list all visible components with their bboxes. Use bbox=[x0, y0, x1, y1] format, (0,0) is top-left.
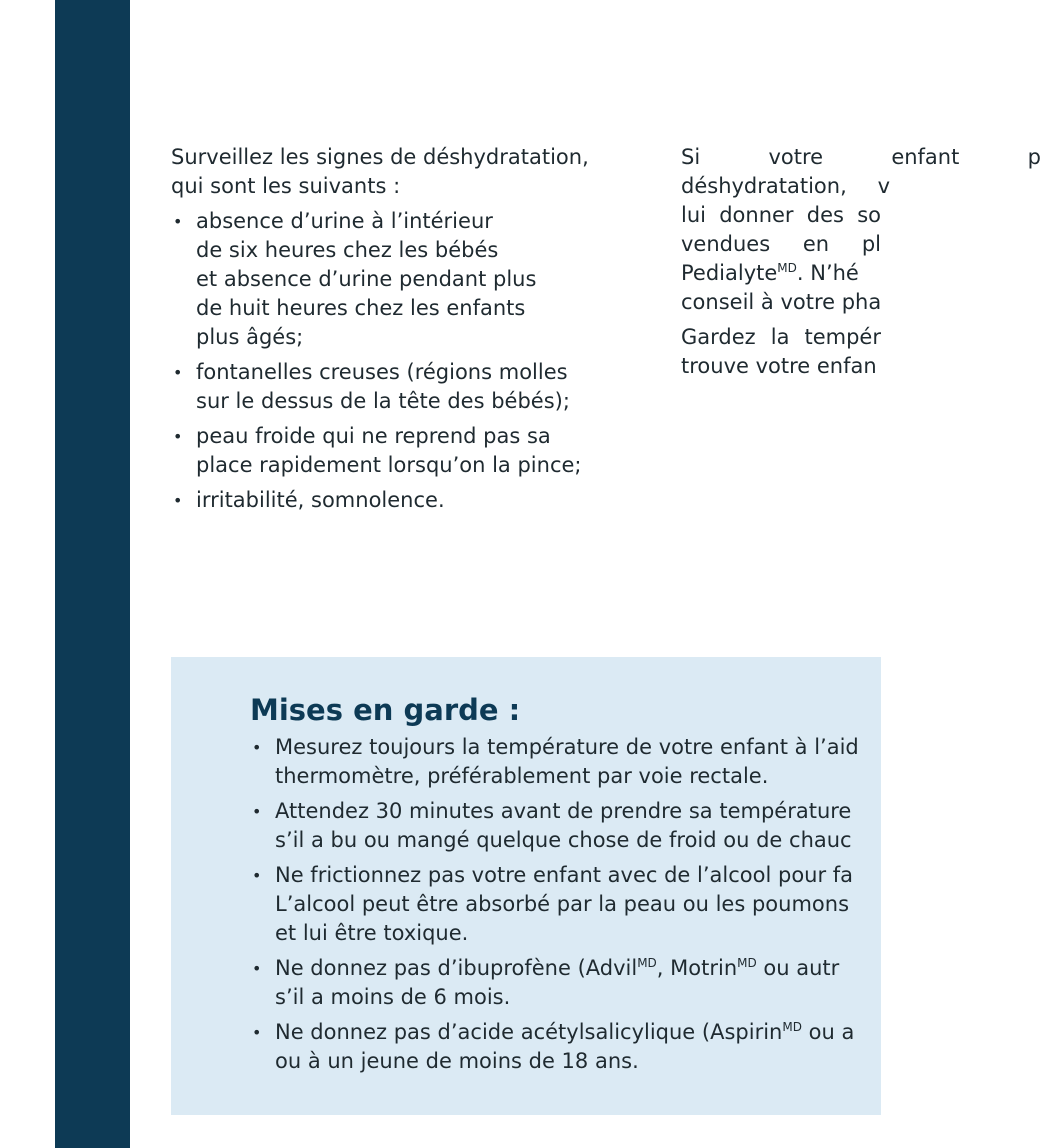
care-text: . N’hé bbox=[796, 261, 859, 285]
list-item-line: absence d’urine à l’intérieur bbox=[196, 209, 493, 233]
care-word: votre bbox=[768, 145, 824, 169]
dehydration-signs-column bbox=[171, 143, 641, 521]
warning-text: ou a bbox=[801, 1020, 855, 1044]
dehydration-care-column bbox=[681, 143, 1041, 387]
list-item-line: plus âgés; bbox=[196, 325, 304, 349]
warning-line: thermomètre, préférablement par voie rectale. bbox=[275, 764, 769, 788]
bullet-icon: • bbox=[252, 802, 262, 821]
dehydration-signs-list bbox=[171, 207, 641, 515]
care-word: p bbox=[1027, 145, 1041, 169]
trademark-mark: MD bbox=[737, 956, 757, 970]
bullet-icon: • bbox=[252, 959, 262, 978]
dehydration-intro bbox=[171, 143, 641, 201]
care-line bbox=[681, 172, 890, 201]
list-item-line: peau froide qui ne reprend pas sa bbox=[196, 424, 551, 448]
intro-line: Surveillez les signes de déshydratation, bbox=[171, 145, 589, 169]
care-text: Pedialyte bbox=[681, 261, 778, 285]
care-word: donner bbox=[719, 203, 794, 227]
care-line bbox=[681, 323, 881, 352]
bullet-icon: • bbox=[173, 427, 183, 446]
warning-line: Ne frictionnez pas votre enfant avec de l’alcool pour fa bbox=[275, 863, 854, 887]
care-word: lui bbox=[681, 203, 706, 227]
list-item bbox=[250, 1018, 890, 1076]
bullet-icon: • bbox=[173, 212, 183, 231]
bullet-icon: • bbox=[252, 866, 262, 885]
care-word: en bbox=[802, 232, 830, 256]
list-item-line: de six heures chez les bébés bbox=[196, 238, 499, 262]
care-word: enfant bbox=[891, 145, 960, 169]
care-word: déshydratation, bbox=[681, 174, 847, 198]
care-word: Gardez bbox=[681, 325, 756, 349]
bullet-icon: • bbox=[252, 738, 262, 757]
warning-line: Mesurez toujours la température de votre enfant à l’aid bbox=[275, 735, 859, 759]
warning-text: Ne donnez pas d’acide acétylsalicylique (Aspirin bbox=[275, 1020, 783, 1044]
care-word: la bbox=[770, 325, 790, 349]
care-word: des bbox=[806, 203, 844, 227]
care-line bbox=[681, 230, 881, 259]
list-item bbox=[250, 733, 890, 791]
warnings-title: Mises en garde : bbox=[250, 693, 521, 727]
care-word: Si bbox=[681, 145, 701, 169]
care-word: tempér bbox=[804, 325, 881, 349]
list-item bbox=[171, 207, 641, 352]
warning-line: Attendez 30 minutes avant de prendre sa température bbox=[275, 799, 852, 823]
care-paragraph bbox=[681, 143, 1041, 317]
care-line bbox=[681, 259, 1041, 288]
list-item bbox=[171, 422, 641, 480]
bullet-icon: • bbox=[173, 491, 183, 510]
intro-line: qui sont les suivants : bbox=[171, 174, 401, 198]
care-word: pl bbox=[861, 232, 881, 256]
care-line: conseil à votre pha bbox=[681, 290, 882, 314]
care-word: so bbox=[857, 203, 881, 227]
warning-line: et lui être toxique. bbox=[275, 921, 469, 945]
list-item bbox=[250, 954, 890, 1012]
care-line: trouve votre enfan bbox=[681, 354, 877, 378]
list-item-line: irritabilité, somnolence. bbox=[196, 488, 445, 512]
bullet-icon: • bbox=[252, 1023, 262, 1042]
warning-line bbox=[275, 1018, 890, 1047]
warning-line: ou à un jeune de moins de 18 ans. bbox=[275, 1049, 639, 1073]
trademark-mark: MD bbox=[782, 1020, 802, 1034]
trademark-mark: MD bbox=[777, 261, 797, 275]
list-item bbox=[250, 797, 890, 855]
warning-line: s’il a moins de 6 mois. bbox=[275, 985, 511, 1009]
care-paragraph bbox=[681, 323, 1041, 381]
warning-line: s’il a bu ou mangé quelque chose de froid ou de chauc bbox=[275, 828, 852, 852]
list-item bbox=[250, 861, 890, 948]
list-item-line: sur le dessus de la tête des bébés); bbox=[196, 389, 570, 413]
side-color-bar bbox=[55, 0, 130, 1148]
warning-text: ou autr bbox=[756, 956, 840, 980]
warning-line: L’alcool peut être absorbé par la peau ou les poumons bbox=[275, 892, 850, 916]
list-item bbox=[171, 358, 641, 416]
warnings-list bbox=[250, 733, 890, 1082]
list-item-line: place rapidement lorsqu’on la pince; bbox=[196, 453, 582, 477]
list-item-line: de huit heures chez les enfants bbox=[196, 296, 526, 320]
warning-line bbox=[275, 954, 890, 983]
care-word: vendues bbox=[681, 232, 771, 256]
warning-text: Ne donnez pas d’ibuprofène (Advil bbox=[275, 956, 638, 980]
bullet-icon: • bbox=[173, 363, 183, 382]
care-line bbox=[681, 143, 1041, 172]
list-item-line: et absence d’urine pendant plus bbox=[196, 267, 537, 291]
list-item bbox=[171, 486, 641, 515]
care-word: v bbox=[877, 174, 890, 198]
warning-text: , Motrin bbox=[656, 956, 738, 980]
trademark-mark: MD bbox=[637, 956, 657, 970]
care-line bbox=[681, 201, 881, 230]
list-item-line: fontanelles creuses (régions molles bbox=[196, 360, 568, 384]
